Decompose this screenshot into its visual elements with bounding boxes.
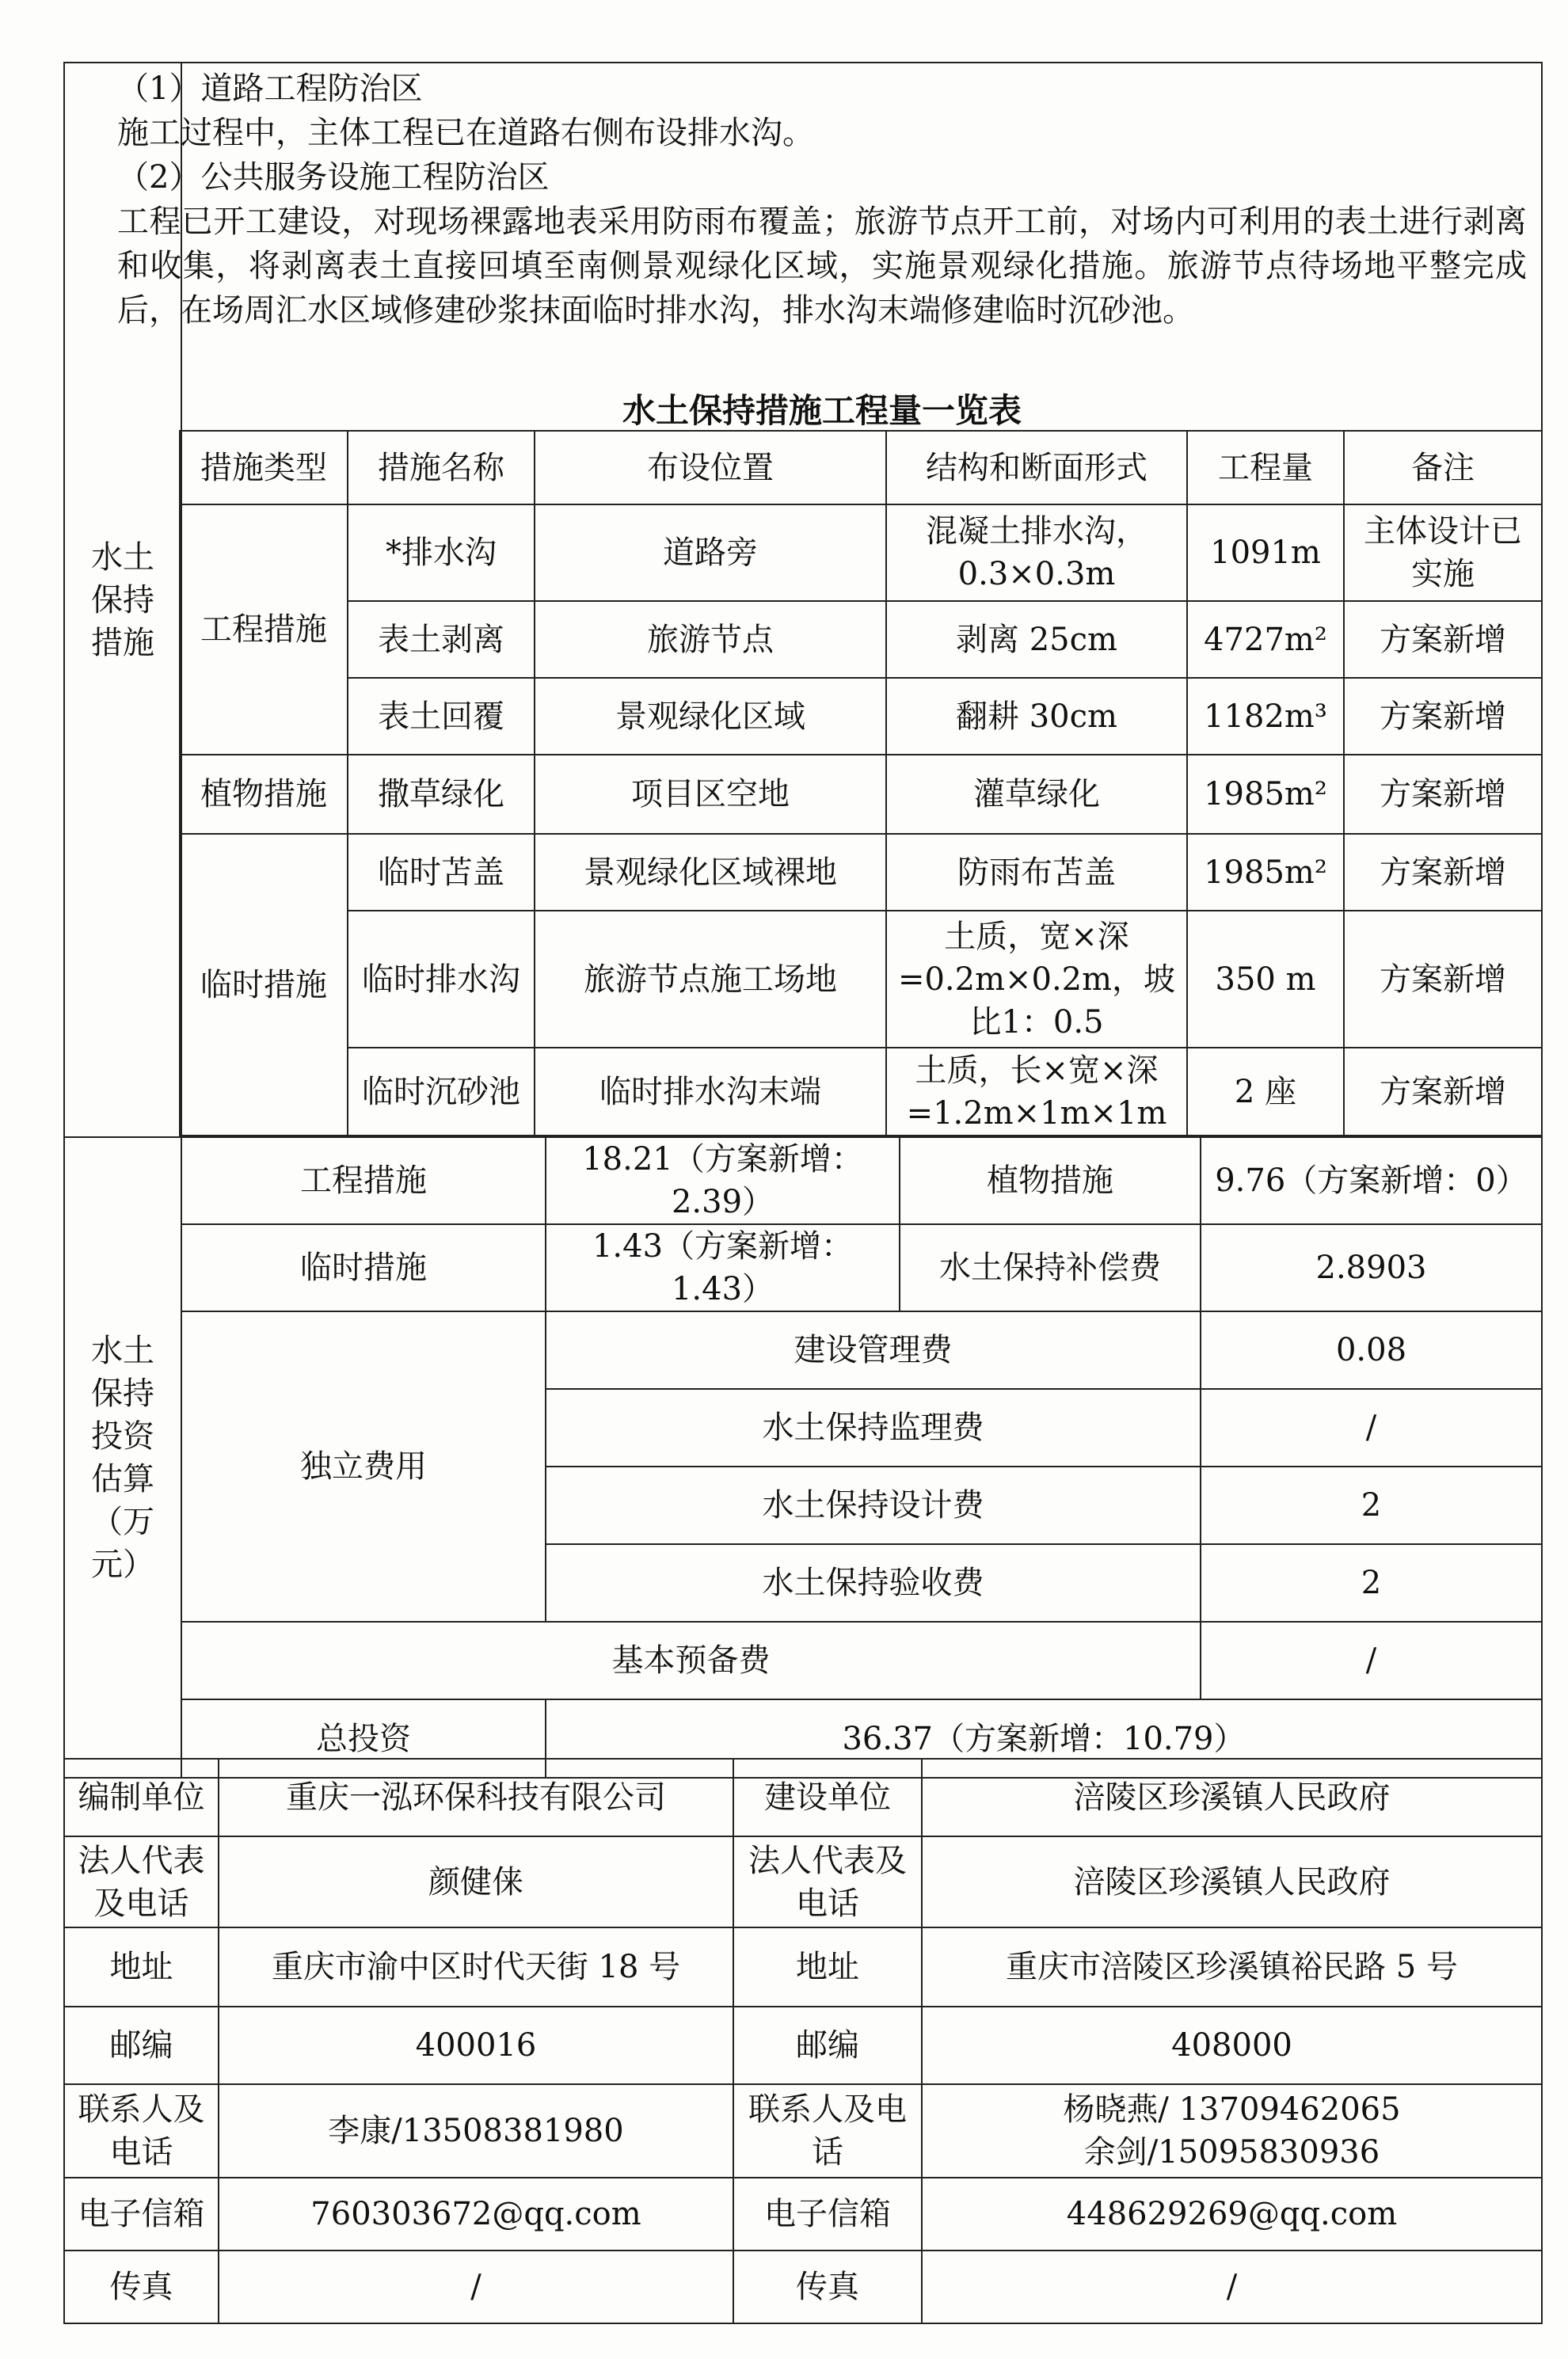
header-cell: 备注 xyxy=(1344,431,1542,504)
table-row xyxy=(64,1622,1542,1699)
contact-label: 法人代表及电话 xyxy=(733,1836,922,1927)
measure-location: 景观绿化区域裸地 xyxy=(535,834,886,911)
measure-location: 临时排水沟末端 xyxy=(535,1048,886,1136)
intro-text xyxy=(117,67,1527,333)
investment-table xyxy=(63,1136,1543,1779)
invest-reserve-value: / xyxy=(1201,1622,1542,1699)
measure-qty: 1985m² xyxy=(1187,834,1344,911)
header-cell: 布设位置 xyxy=(535,431,886,504)
measure-qty: 350 m xyxy=(1187,911,1344,1048)
intro-heading-1: （1）道路工程防治区 xyxy=(117,70,423,107)
measure-qty: 1182m³ xyxy=(1187,678,1344,755)
measure-form: 混凝土排水沟，0.3×0.3m xyxy=(886,504,1187,601)
measures-table xyxy=(179,430,1543,1136)
measure-location: 项目区空地 xyxy=(535,755,886,834)
intro-heading-2: （2）公共服务设施工程防治区 xyxy=(117,159,550,196)
measure-location: 景观绿化区域 xyxy=(535,678,886,755)
contact-value: 408000 xyxy=(922,2007,1542,2084)
contact-label: 传真 xyxy=(733,2251,922,2323)
measure-name: 临时沉砂池 xyxy=(348,1048,535,1136)
contact-label: 电子信箱 xyxy=(733,2178,922,2251)
contact-label: 传真 xyxy=(64,2251,219,2323)
measure-name: 临时排水沟 xyxy=(348,911,535,1048)
measure-note: 方案新增 xyxy=(1344,601,1542,678)
measure-form: 灌草绿化 xyxy=(886,755,1187,834)
contact-value: 重庆市渝中区时代天街 18 号 xyxy=(219,1927,733,2007)
measure-name: 表土剥离 xyxy=(348,601,535,678)
header-cell: 措施类型 xyxy=(180,431,348,504)
table-row xyxy=(180,678,1542,755)
table-row xyxy=(180,504,1542,601)
invest-plant-label: 植物措施 xyxy=(900,1137,1201,1224)
group-temporary: 临时措施 xyxy=(180,834,348,1136)
invest-comp-value: 2.8903 xyxy=(1201,1224,1542,1311)
contact-value: 重庆一泓环保科技有限公司 xyxy=(219,1759,733,1836)
contact-label: 联系人及电话 xyxy=(64,2084,219,2178)
indep-item-label: 水土保持监理费 xyxy=(546,1389,1201,1467)
table-row xyxy=(64,1759,1542,1836)
contact-label: 地址 xyxy=(64,1927,219,2007)
table-row xyxy=(64,2084,1542,2178)
section-label-measures: 水土保持措施 xyxy=(64,63,181,1137)
measure-note: 方案新增 xyxy=(1344,678,1542,755)
table-row xyxy=(180,755,1542,834)
contact-value-multi xyxy=(922,2084,1542,2178)
measure-note: 主体设计已实施 xyxy=(1344,504,1542,601)
measure-form: 土质，宽×深=0.2m×0.2m，坡比1：0.5 xyxy=(886,911,1187,1048)
table-row xyxy=(64,1224,1542,1311)
table-row xyxy=(180,834,1542,911)
indep-item-label: 水土保持设计费 xyxy=(546,1467,1201,1544)
contact-label: 建设单位 xyxy=(733,1759,922,1836)
contact-value: 448629269@qq.com xyxy=(922,2178,1542,2251)
contact-label: 编制单位 xyxy=(64,1759,219,1836)
table-row xyxy=(64,1836,1542,1927)
table-row xyxy=(180,911,1542,1048)
measure-name: 临时苫盖 xyxy=(348,834,535,911)
contact-person-2: 余剑/15095830936 xyxy=(1083,2134,1380,2171)
measure-name: 撒草绿化 xyxy=(348,755,535,834)
table-row xyxy=(180,601,1542,678)
header-cell: 结构和断面形式 xyxy=(886,431,1187,504)
indep-item-value: 0.08 xyxy=(1201,1311,1542,1389)
measure-qty: 4727m² xyxy=(1187,601,1344,678)
table-row xyxy=(180,1048,1542,1136)
contact-label: 法人代表及电话 xyxy=(64,1836,219,1927)
contact-value: 颜健俫 xyxy=(219,1836,733,1927)
contact-value: 760303672@qq.com xyxy=(219,2178,733,2251)
indep-item-value: / xyxy=(1201,1389,1542,1467)
invest-temp-value: 1.43（方案新增：1.43） xyxy=(546,1224,900,1311)
indep-item-label: 建设管理费 xyxy=(546,1311,1201,1389)
table-row xyxy=(64,2178,1542,2251)
invest-total-value: 36.37（方案新增：10.79） xyxy=(546,1699,1542,1778)
contact-person-1: 杨晓燕/ 13709462065 xyxy=(1063,2091,1401,2128)
contact-label: 联系人及电话 xyxy=(733,2084,922,2178)
invest-temp-label: 临时措施 xyxy=(181,1224,546,1311)
group-engineering: 工程措施 xyxy=(180,504,348,755)
contacts-table xyxy=(63,1758,1543,2324)
measure-form: 土质，长×宽×深=1.2m×1m×1m xyxy=(886,1048,1187,1136)
contact-value: 重庆市涪陵区珍溪镇裕民路 5 号 xyxy=(922,1927,1542,2007)
contact-value: 李康/13508381980 xyxy=(219,2084,733,2178)
indep-item-value: 2 xyxy=(1201,1467,1542,1544)
invest-eng-label: 工程措施 xyxy=(181,1137,546,1224)
indep-item-label: 水土保持验收费 xyxy=(546,1544,1201,1622)
table-row xyxy=(64,1137,1542,1224)
contact-value: 涪陵区珍溪镇人民政府 xyxy=(922,1836,1542,1927)
intro-paragraph-1: 施工过程中，主体工程已在道路右侧布设排水沟。 xyxy=(117,115,814,151)
contact-value: / xyxy=(219,2251,733,2323)
measure-note: 方案新增 xyxy=(1344,911,1542,1048)
measure-qty: 1985m² xyxy=(1187,755,1344,834)
measure-form: 翻耕 30cm xyxy=(886,678,1187,755)
measure-location: 道路旁 xyxy=(535,504,886,601)
measure-location: 旅游节点施工场地 xyxy=(535,911,886,1048)
measure-location: 旅游节点 xyxy=(535,601,886,678)
invest-plant-value: 9.76（方案新增：0） xyxy=(1201,1137,1542,1224)
measures-header-row xyxy=(180,431,1542,504)
measure-note: 方案新增 xyxy=(1344,1048,1542,1136)
section-label-investment: 水土保持投资估算（万元） xyxy=(64,1137,181,1778)
header-cell: 措施名称 xyxy=(348,431,535,504)
group-plant: 植物措施 xyxy=(180,755,348,834)
measure-qty: 2 座 xyxy=(1187,1048,1344,1136)
indep-item-value: 2 xyxy=(1201,1544,1542,1622)
table-row xyxy=(64,2007,1542,2084)
measure-name: 表土回覆 xyxy=(348,678,535,755)
invest-reserve-label: 基本预备费 xyxy=(181,1622,1201,1699)
table-row xyxy=(64,1311,1542,1389)
table-row xyxy=(64,2251,1542,2323)
intro-paragraph-2: 工程已开工建设，对现场裸露地表采用防雨布覆盖；旅游节点开工前，对场内可利用的表土进行剥离和收集，将剥离表土直接回填至南侧景观绿化区域，实施景观绿化措施。旅游节点待场地平整完成后，在场周汇水区域修建砂浆抹面临时排水沟，排水沟末端修建临时沉砂池。 xyxy=(117,204,1527,329)
header-cell: 工程量 xyxy=(1187,431,1344,504)
measure-note: 方案新增 xyxy=(1344,834,1542,911)
contact-label: 邮编 xyxy=(64,2007,219,2084)
invest-independent-label: 独立费用 xyxy=(181,1311,546,1622)
invest-eng-value: 18.21（方案新增：2.39） xyxy=(546,1137,900,1224)
contact-value: 涪陵区珍溪镇人民政府 xyxy=(922,1759,1542,1836)
contact-label: 地址 xyxy=(733,1927,922,2007)
invest-comp-label: 水土保持补偿费 xyxy=(900,1224,1201,1311)
measure-form: 防雨布苫盖 xyxy=(886,834,1187,911)
measure-form: 剥离 25cm xyxy=(886,601,1187,678)
measure-name: *排水沟 xyxy=(348,504,535,601)
table-row xyxy=(64,1927,1542,2007)
contact-label: 邮编 xyxy=(733,2007,922,2084)
contact-label: 电子信箱 xyxy=(64,2178,219,2251)
measure-qty: 1091m xyxy=(1187,504,1344,601)
contact-value: 400016 xyxy=(219,2007,733,2084)
table-title: 水土保持措施工程量一览表 xyxy=(622,391,1022,430)
contact-value: / xyxy=(922,2251,1542,2323)
measure-note: 方案新增 xyxy=(1344,755,1542,834)
invest-total-label: 总投资 xyxy=(181,1699,546,1778)
